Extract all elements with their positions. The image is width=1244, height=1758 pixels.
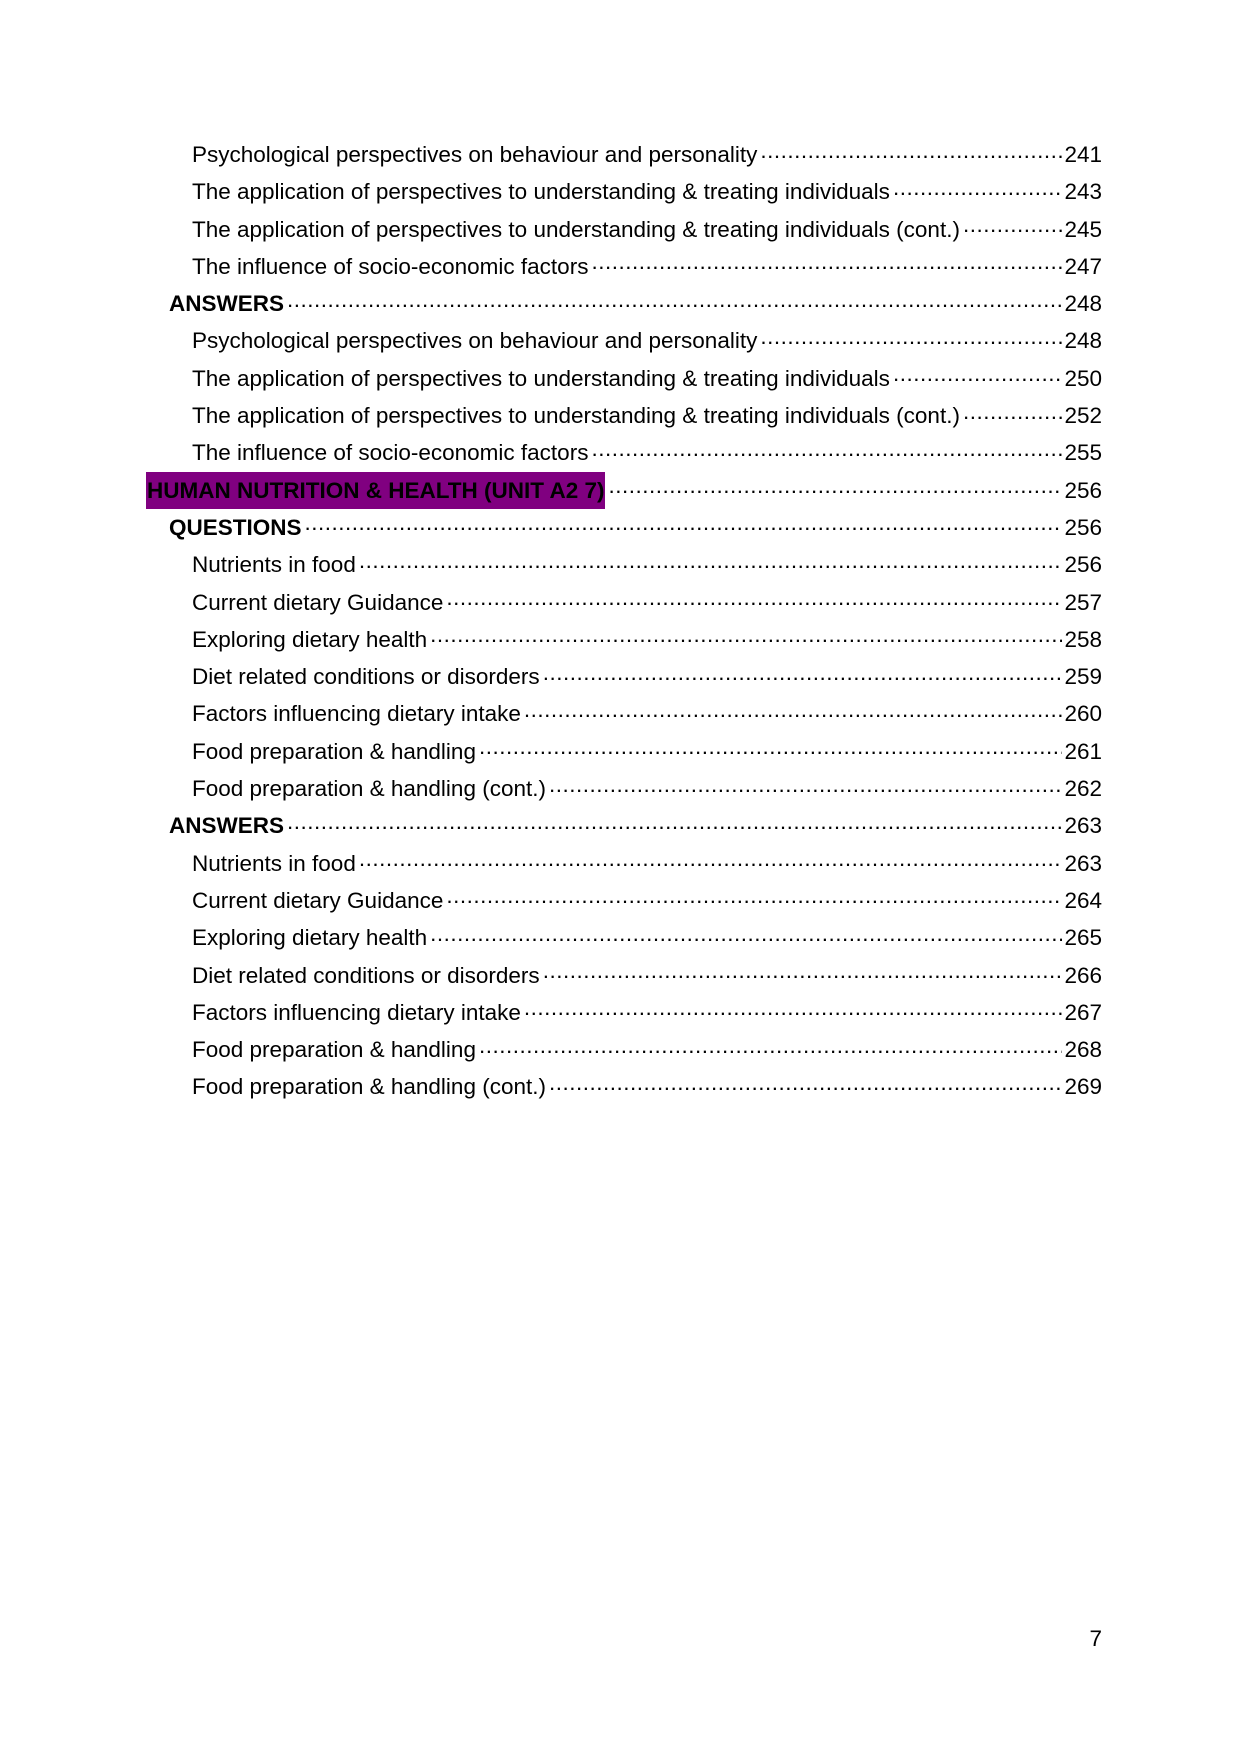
toc-entry[interactable]: [146, 397, 1102, 434]
toc-entry-page: 265: [1064, 925, 1102, 951]
toc-entry-page: 245: [1064, 216, 1102, 242]
dot-leader: [543, 960, 1063, 983]
toc-entry[interactable]: [146, 136, 1102, 173]
toc-entry-page: 268: [1064, 1037, 1102, 1063]
toc-entry-page: 259: [1064, 664, 1102, 690]
toc-entry-title: The application of perspectives to understanding & treating individuals: [192, 365, 890, 391]
toc-entry-title: Psychological perspectives on behaviour and personality: [192, 142, 758, 167]
toc-entry-title: Factors influencing dietary intake: [192, 701, 521, 727]
dot-leader: [359, 550, 1063, 573]
toc-entry-title: QUESTIONS: [169, 514, 302, 540]
toc-entry-page: 255: [1064, 440, 1102, 466]
toc-entry-title: Food preparation & handling (cont.): [192, 776, 546, 802]
dot-leader: [963, 214, 1063, 237]
toc-entry-page: 241: [1064, 142, 1102, 167]
toc-entry-page: 260: [1064, 701, 1102, 727]
toc-entry-page: 263: [1064, 850, 1102, 876]
dot-leader: [479, 1035, 1063, 1058]
toc-entry-title: The application of perspectives to understanding & treating individuals (cont.): [192, 216, 960, 242]
toc-entry[interactable]: [146, 957, 1102, 994]
toc-subsection-heading[interactable]: [146, 285, 1102, 322]
toc-subsection-heading[interactable]: [146, 807, 1102, 844]
toc-entry[interactable]: [146, 1068, 1102, 1105]
toc-entry-title: Nutrients in food: [192, 552, 356, 578]
toc-entry-page: 250: [1064, 365, 1102, 391]
dot-leader: [893, 363, 1063, 386]
toc-entry[interactable]: [146, 919, 1102, 956]
toc-entry-title: Food preparation & handling (cont.): [192, 1074, 546, 1100]
dot-leader: [479, 736, 1063, 759]
toc-entry-page: 243: [1064, 179, 1102, 205]
toc-entry[interactable]: [146, 584, 1102, 621]
toc-entry-page: 256: [1064, 552, 1102, 578]
toc-entry-page: 262: [1064, 776, 1102, 802]
toc-entry[interactable]: [146, 322, 1102, 359]
dot-leader: [359, 848, 1063, 871]
toc-entry-title: The influence of socio-economic factors: [192, 440, 589, 466]
toc-entry-title: Exploring dietary health: [192, 626, 428, 652]
dot-leader: [430, 624, 1062, 647]
toc-entry[interactable]: [146, 695, 1102, 732]
toc-entry-title: The influence of socio-economic factors: [192, 253, 589, 279]
toc-entry[interactable]: [146, 621, 1102, 658]
dot-leader: [446, 885, 1062, 908]
toc-entry-page: 263: [1064, 813, 1102, 839]
dot-leader: [760, 326, 1062, 349]
toc-entry-title: ANSWERS: [169, 813, 285, 839]
dot-leader: [549, 1072, 1062, 1095]
dot-leader: [963, 401, 1063, 424]
toc-entry-title: Current dietary Guidance: [192, 887, 444, 913]
toc-entry[interactable]: [146, 248, 1102, 285]
toc-entry[interactable]: [146, 360, 1102, 397]
toc-entry[interactable]: [146, 546, 1102, 583]
toc-entry-page: 258: [1064, 626, 1102, 652]
toc-entry-page: 257: [1064, 589, 1102, 615]
dot-leader: [591, 438, 1062, 461]
toc-entry[interactable]: [146, 211, 1102, 248]
table-of-contents: [146, 136, 1102, 1106]
toc-entry-page: 269: [1064, 1074, 1102, 1100]
toc-entry-title: Food preparation & handling: [192, 738, 476, 764]
toc-entry-title: Exploring dietary health: [192, 925, 428, 951]
toc-entry[interactable]: [146, 434, 1102, 471]
dot-leader: [287, 811, 1062, 834]
toc-entry[interactable]: [146, 845, 1102, 882]
toc-entry-title: Nutrients in food: [192, 850, 356, 876]
toc-entry-title: The application of perspectives to understanding & treating individuals: [192, 179, 890, 205]
dot-leader: [543, 662, 1063, 685]
dot-leader: [305, 512, 1063, 535]
toc-entry[interactable]: [146, 882, 1102, 919]
toc-entry[interactable]: [146, 770, 1102, 807]
dot-leader: [893, 177, 1063, 200]
toc-entry-page: 267: [1064, 999, 1102, 1025]
dot-leader: [524, 699, 1063, 722]
toc-entry-page: 256: [1064, 477, 1102, 503]
toc-entry-page: 247: [1064, 253, 1102, 279]
toc-entry-title: Factors influencing dietary intake: [192, 999, 521, 1025]
toc-entry-title: HUMAN NUTRITION & HEALTH (UNIT A2 7): [146, 472, 605, 509]
toc-entry-page: 248: [1064, 291, 1102, 317]
toc-entry[interactable]: [146, 733, 1102, 770]
toc-entry-title: The application of perspectives to understanding & treating individuals (cont.): [192, 403, 960, 429]
toc-entry-title: Diet related conditions or disorders: [192, 962, 540, 988]
toc-subsection-heading[interactable]: [146, 509, 1102, 546]
dot-leader: [608, 475, 1062, 498]
page-number: 7: [1089, 1626, 1102, 1651]
dot-leader: [446, 587, 1062, 610]
dot-leader: [287, 289, 1062, 312]
toc-entry-title: Food preparation & handling: [192, 1037, 476, 1063]
toc-section-heading[interactable]: [146, 472, 1102, 509]
dot-leader: [760, 140, 1062, 163]
toc-entry-page: 252: [1064, 403, 1102, 429]
toc-entry-page: 266: [1064, 962, 1102, 988]
toc-entry-page: 264: [1064, 887, 1102, 913]
toc-entry[interactable]: [146, 658, 1102, 695]
toc-entry-title: ANSWERS: [169, 291, 285, 317]
toc-entry-page: 261: [1064, 738, 1102, 764]
toc-entry-title: Psychological perspectives on behaviour and personality: [192, 328, 758, 354]
toc-entry-title: Diet related conditions or disorders: [192, 664, 540, 690]
dot-leader: [430, 923, 1062, 946]
toc-entry[interactable]: [146, 994, 1102, 1031]
toc-entry-title: Current dietary Guidance: [192, 589, 444, 615]
toc-entry[interactable]: [146, 173, 1102, 210]
toc-entry[interactable]: [146, 1031, 1102, 1068]
dot-leader: [549, 774, 1062, 797]
dot-leader: [591, 251, 1062, 274]
toc-entry-page: 248: [1064, 328, 1102, 354]
dot-leader: [524, 997, 1063, 1020]
toc-entry-page: 256: [1064, 514, 1102, 540]
